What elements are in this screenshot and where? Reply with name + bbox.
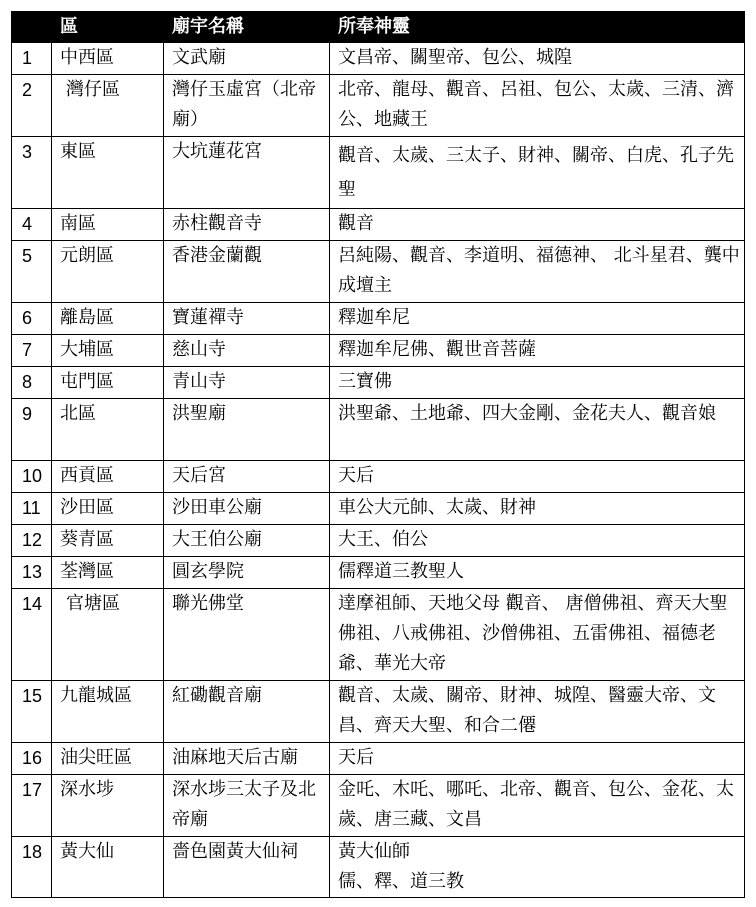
row-number: 12 xyxy=(12,525,52,557)
row-temple: 大王伯公廟 xyxy=(164,525,330,557)
row-temple: 油麻地天后古廟 xyxy=(164,743,330,775)
row-temple: 嗇色園黃大仙祠 xyxy=(164,837,330,898)
row-deities: 金吒、木吒、哪吒、北帝、觀音、包公、金花、太歲、唐三藏、文昌 xyxy=(330,775,745,837)
row-temple: 紅磡觀音廟 xyxy=(164,681,330,743)
table-header xyxy=(12,12,745,43)
row-temple: 聯光佛堂 xyxy=(164,589,330,681)
row-deities: 天后 xyxy=(330,743,745,775)
row-district: 屯門區 xyxy=(52,367,164,399)
row-number: 17 xyxy=(12,775,52,837)
row-number: 6 xyxy=(12,303,52,335)
row-number: 9 xyxy=(12,399,52,461)
table-row xyxy=(12,775,745,837)
row-district: 南區 xyxy=(52,209,164,241)
row-temple: 赤柱觀音寺 xyxy=(164,209,330,241)
row-temple: 深水埗三太子及北帝廟 xyxy=(164,775,330,837)
row-temple: 沙田車公廟 xyxy=(164,493,330,525)
table-row xyxy=(12,557,745,589)
row-deities: 儒釋道三教聖人 xyxy=(330,557,745,589)
header-deities: 所奉神靈 xyxy=(330,12,745,43)
row-deities: 達摩祖師、天地父母 觀音、 唐僧佛祖、齊天大聖佛祖、八戒佛祖、沙僧佛祖、五雷佛祖、福德老爺、華光大帝 xyxy=(330,589,745,681)
row-district: 油尖旺區 xyxy=(52,743,164,775)
row-district: 元朗區 xyxy=(52,241,164,303)
row-district: 深水埗 xyxy=(52,775,164,837)
table-row xyxy=(12,399,745,461)
temple-table xyxy=(11,11,745,898)
table-row xyxy=(12,589,745,681)
row-district: 荃灣區 xyxy=(52,557,164,589)
table-row xyxy=(12,681,745,743)
table-row xyxy=(12,43,745,75)
table-row xyxy=(12,137,745,209)
row-district: 黃大仙 xyxy=(52,837,164,898)
row-deities: 車公大元帥、太歲、財神 xyxy=(330,493,745,525)
row-district: 官塘區 xyxy=(52,589,164,681)
row-number: 18 xyxy=(12,837,52,898)
row-district: 九龍城區 xyxy=(52,681,164,743)
row-district: 離島區 xyxy=(52,303,164,335)
row-number: 7 xyxy=(12,335,52,367)
row-temple: 洪聖廟 xyxy=(164,399,330,461)
header-temple-name: 廟宇名稱 xyxy=(164,12,330,43)
table-row xyxy=(12,837,745,898)
row-district: 中西區 xyxy=(52,43,164,75)
table-row xyxy=(12,743,745,775)
row-temple: 天后宮 xyxy=(164,461,330,493)
row-deities: 觀音、太歲、三太子、財神、關帝、白虎、孔子先聖 xyxy=(330,137,745,209)
header-district: 區 xyxy=(52,12,164,43)
row-number: 15 xyxy=(12,681,52,743)
row-deities: 釋迦牟尼 xyxy=(330,303,745,335)
row-number: 4 xyxy=(12,209,52,241)
row-number: 3 xyxy=(12,137,52,209)
row-number: 1 xyxy=(12,43,52,75)
table-row xyxy=(12,209,745,241)
row-number: 8 xyxy=(12,367,52,399)
row-deities: 北帝、龍母、觀音、呂祖、包公、太歲、三清、濟公、地藏王 xyxy=(330,75,745,137)
row-district: 灣仔區 xyxy=(52,75,164,137)
row-temple: 文武廟 xyxy=(164,43,330,75)
row-deities: 文昌帝、關聖帝、包公、城隍 xyxy=(330,43,745,75)
row-temple: 圓玄學院 xyxy=(164,557,330,589)
table-row xyxy=(12,241,745,303)
table-row xyxy=(12,525,745,557)
row-deities: 天后 xyxy=(330,461,745,493)
row-temple: 大坑蓮花宮 xyxy=(164,137,330,209)
row-deities: 大王、伯公 xyxy=(330,525,745,557)
row-number: 14 xyxy=(12,589,52,681)
row-deities xyxy=(330,837,745,898)
table-row xyxy=(12,303,745,335)
table-row xyxy=(12,493,745,525)
row-district: 沙田區 xyxy=(52,493,164,525)
row-deities-line-2: 儒、釋、道三教 xyxy=(338,871,464,892)
row-number: 2 xyxy=(12,75,52,137)
row-temple: 寶蓮禪寺 xyxy=(164,303,330,335)
row-deities: 三寶佛 xyxy=(330,367,745,399)
row-deities: 觀音 xyxy=(330,209,745,241)
row-deities: 洪聖爺、土地爺、四大金剛、金花夫人、觀音娘 xyxy=(330,399,745,461)
row-number: 11 xyxy=(12,493,52,525)
row-temple: 青山寺 xyxy=(164,367,330,399)
row-district: 東區 xyxy=(52,137,164,209)
header-row xyxy=(12,12,745,43)
header-number xyxy=(12,12,52,43)
row-temple: 灣仔玉虛宮（北帝廟） xyxy=(164,75,330,137)
row-district: 西貢區 xyxy=(52,461,164,493)
table-body xyxy=(12,43,745,898)
row-district: 北區 xyxy=(52,399,164,461)
table-row xyxy=(12,335,745,367)
row-temple: 香港金蘭觀 xyxy=(164,241,330,303)
row-number: 5 xyxy=(12,241,52,303)
row-district: 葵青區 xyxy=(52,525,164,557)
row-district: 大埔區 xyxy=(52,335,164,367)
row-number: 16 xyxy=(12,743,52,775)
row-number: 13 xyxy=(12,557,52,589)
row-deities: 釋迦牟尼佛、觀世音菩薩 xyxy=(330,335,745,367)
table-row xyxy=(12,461,745,493)
row-deities: 觀音、太歲、關帝、財神、城隍、醫靈大帝、文昌、齊天大聖、和合二僊 xyxy=(330,681,745,743)
document-page xyxy=(11,11,745,898)
row-deities: 呂純陽、觀音、李道明、福德神、 北斗星君、龔中成壇主 xyxy=(330,241,745,303)
row-deities-line-1: 黃大仙師 xyxy=(338,841,410,862)
table-row xyxy=(12,367,745,399)
row-temple: 慈山寺 xyxy=(164,335,330,367)
row-number: 10 xyxy=(12,461,52,493)
table-row xyxy=(12,75,745,137)
